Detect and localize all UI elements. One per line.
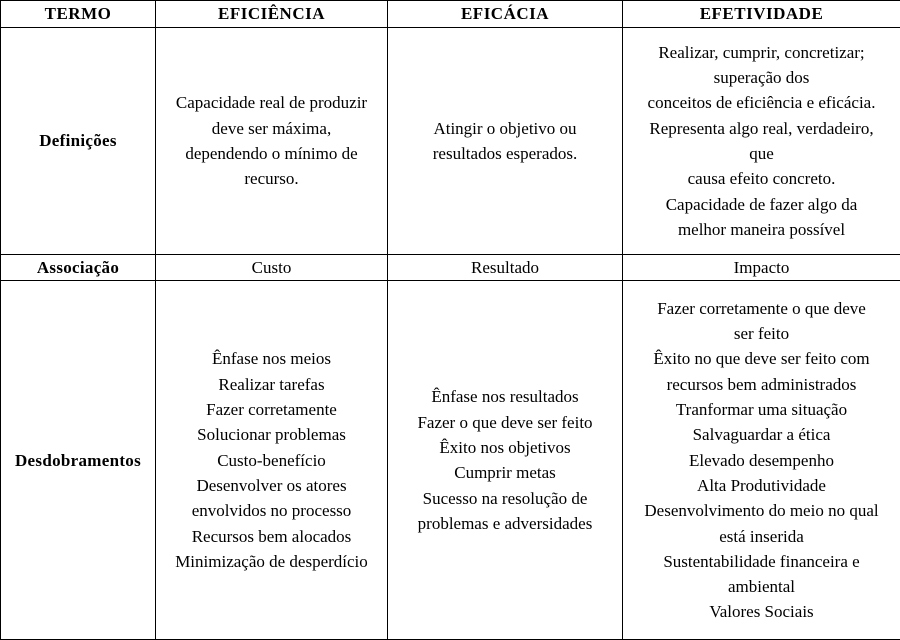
- associacao-label: Associação: [1, 255, 156, 281]
- cell-line: Realizar tarefas: [160, 372, 383, 397]
- definicoes-row: [1, 28, 900, 255]
- header-row: [1, 1, 900, 28]
- cell-line: Sucesso na resolução de: [392, 486, 618, 511]
- cell-line: Sustentabilidade financeira e: [627, 549, 896, 574]
- definicoes-efetividade-cell: [623, 28, 900, 255]
- cell-line: Solucionar problemas: [160, 422, 383, 447]
- cell-line: melhor maneira possível: [627, 217, 896, 242]
- header-termo: TERMO: [1, 1, 156, 28]
- associacao-row: [1, 255, 900, 281]
- cell-line: que: [627, 141, 896, 166]
- cell-line: Capacidade de fazer algo da: [627, 192, 896, 217]
- cell-line: Custo-benefício: [160, 448, 383, 473]
- desdobramentos-label: Desdobramentos: [1, 281, 156, 640]
- desdobramentos-eficacia-cell: [388, 281, 623, 640]
- cell-line: Êxito nos objetivos: [392, 435, 618, 460]
- cell-line: Valores Sociais: [627, 599, 896, 624]
- cell-line: deve ser máxima,: [160, 116, 383, 141]
- cell-line: Atingir o objetivo ou: [392, 116, 618, 141]
- header-eficacia: EFICÁCIA: [388, 1, 623, 28]
- cell-line: Representa algo real, verdadeiro,: [627, 116, 896, 141]
- desdobramentos-efetividade-cell: [623, 281, 900, 640]
- cell-line: Minimização de desperdício: [160, 549, 383, 574]
- cell-line: Desenvolvimento do meio no qual: [627, 498, 896, 523]
- definicoes-eficiencia-cell: [156, 28, 388, 255]
- cell-line: Desenvolver os atores: [160, 473, 383, 498]
- cell-line: Fazer corretamente o que deve: [627, 296, 896, 321]
- header-eficiencia: EFICIÊNCIA: [156, 1, 388, 28]
- cell-line: recursos bem administrados: [627, 372, 896, 397]
- definicoes-eficacia-cell: [388, 28, 623, 255]
- cell-line: causa efeito concreto.: [627, 166, 896, 191]
- cell-line: Cumprir metas: [392, 460, 618, 485]
- cell-line: ser feito: [627, 321, 896, 346]
- cell-line: problemas e adversidades: [392, 511, 618, 536]
- cell-line: Elevado desempenho: [627, 448, 896, 473]
- cell-line: Fazer corretamente: [160, 397, 383, 422]
- cell-line: Recursos bem alocados: [160, 524, 383, 549]
- cell-line: superação dos: [627, 65, 896, 90]
- associacao-eficiencia-cell: Custo: [156, 255, 388, 281]
- cell-line: resultados esperados.: [392, 141, 618, 166]
- cell-line: Capacidade real de produzir: [160, 90, 383, 115]
- cell-line: recurso.: [160, 166, 383, 191]
- desdobramentos-row: [1, 281, 900, 640]
- header-efetividade: EFETIVIDADE: [623, 1, 900, 28]
- desdobramentos-eficiencia-cell: [156, 281, 388, 640]
- definicoes-label: Definições: [1, 28, 156, 255]
- cell-line: envolvidos no processo: [160, 498, 383, 523]
- cell-line: Realizar, cumprir, concretizar;: [627, 40, 896, 65]
- cell-line: Tranformar uma situação: [627, 397, 896, 422]
- cell-line: Ênfase nos meios: [160, 346, 383, 371]
- cell-line: conceitos de eficiência e eficácia.: [627, 90, 896, 115]
- cell-line: Alta Produtividade: [627, 473, 896, 498]
- cell-line: Êxito no que deve ser feito com: [627, 346, 896, 371]
- associacao-efetividade-cell: Impacto: [623, 255, 900, 281]
- cell-line: está inserida: [627, 524, 896, 549]
- cell-line: ambiental: [627, 574, 896, 599]
- associacao-eficacia-cell: Resultado: [388, 255, 623, 281]
- cell-line: dependendo o mínimo de: [160, 141, 383, 166]
- cell-line: Ênfase nos resultados: [392, 384, 618, 409]
- cell-line: Salvaguardar a ética: [627, 422, 896, 447]
- cell-line: Fazer o que deve ser feito: [392, 410, 618, 435]
